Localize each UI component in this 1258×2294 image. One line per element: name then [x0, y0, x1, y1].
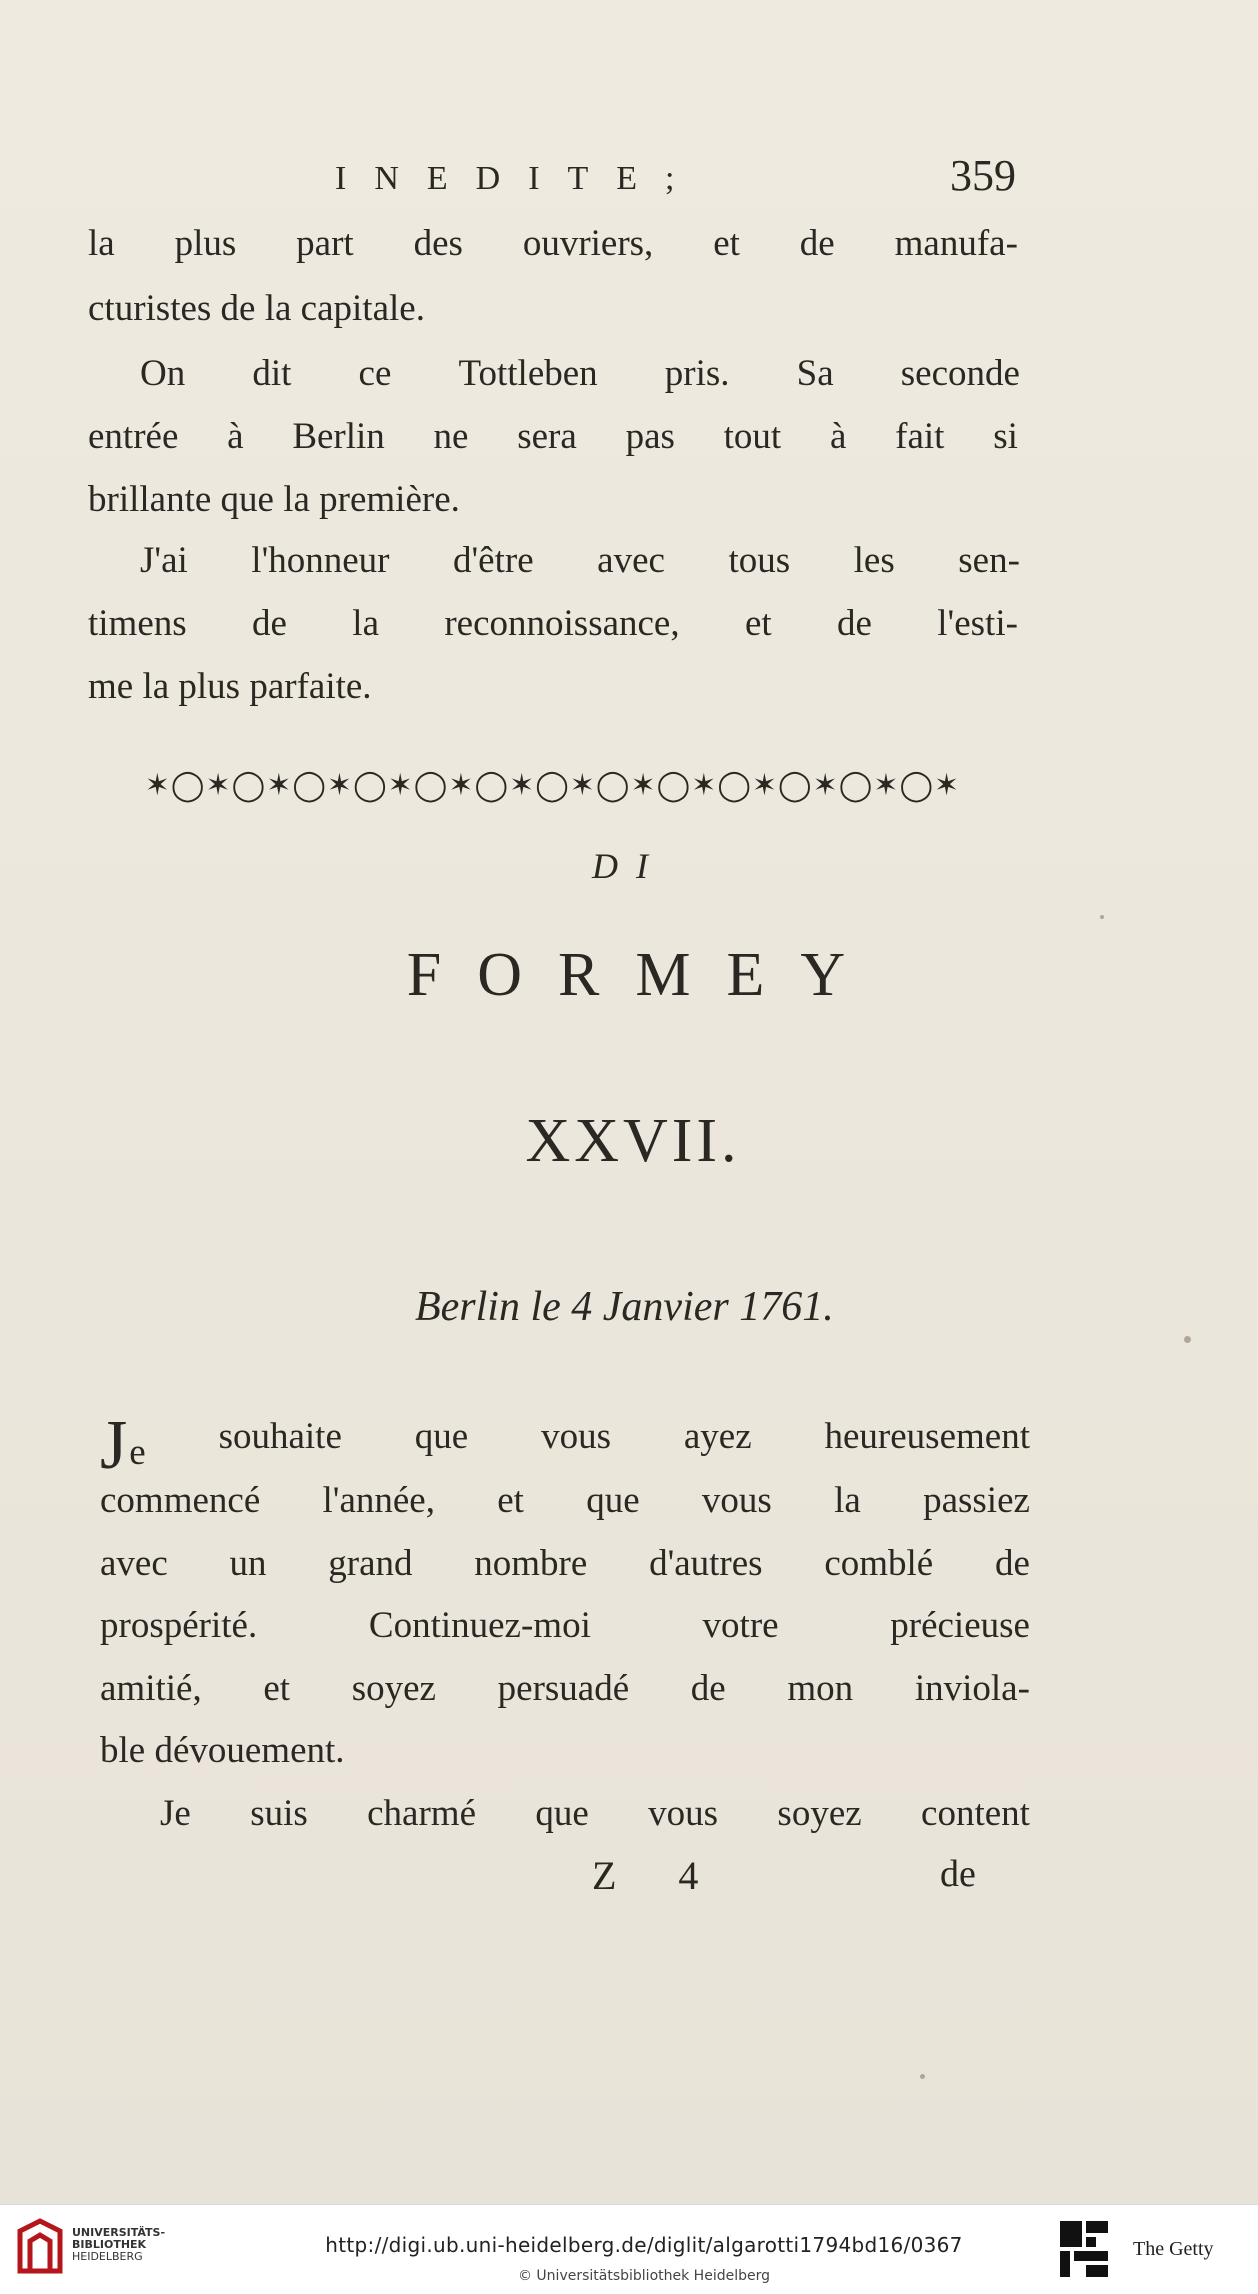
word: passiez	[923, 1480, 1030, 1521]
footer-bar	[0, 2204, 1258, 2294]
partner-name: The Getty	[1133, 2238, 1214, 2260]
letter-number: XXVII.	[525, 1107, 741, 1175]
word: plus	[174, 223, 237, 264]
body-line	[88, 225, 1018, 262]
body-line	[88, 605, 1018, 642]
word: précieuse	[890, 1605, 1030, 1646]
paper-speck	[1100, 915, 1104, 919]
word: mon	[787, 1668, 854, 1709]
body-line	[140, 542, 1020, 579]
word: avec	[100, 1543, 168, 1584]
word: tous	[728, 540, 791, 581]
letter-line	[100, 1482, 1030, 1519]
library-name-line: BIBLIOTHEK	[72, 2238, 147, 2251]
word: et	[744, 603, 772, 644]
word: vous	[648, 1793, 719, 1834]
word: sen-	[958, 540, 1020, 581]
letter-heading-name: FORMEY	[406, 941, 882, 1009]
word: ouvriers,	[522, 223, 654, 264]
word: de	[690, 1668, 726, 1709]
word: commencé	[100, 1480, 261, 1521]
catchword: de	[940, 1853, 976, 1895]
library-name-line: UNIVERSITÄTS-	[72, 2226, 166, 2239]
word: les	[853, 540, 895, 581]
word: vous	[541, 1416, 611, 1457]
word: la	[834, 1480, 861, 1521]
letter-line	[100, 1670, 1030, 1707]
letter-line	[100, 1607, 1030, 1644]
word: si	[993, 416, 1018, 457]
library-name-line: HEIDELBERG	[72, 2250, 143, 2263]
signature-mark: Z 4	[592, 1853, 725, 1898]
word: pas	[625, 416, 675, 457]
word: que	[586, 1480, 640, 1521]
word: de	[799, 223, 835, 264]
word: suis	[250, 1793, 308, 1834]
word: manufa-	[894, 223, 1018, 264]
paper-speck	[920, 2074, 925, 2079]
word: de	[994, 1543, 1030, 1584]
dateline: Berlin le 4 Janvier 1761.	[415, 1284, 834, 1330]
copyright-notice: © Universitätsbibliothek Heidelberg	[517, 2268, 770, 2284]
paper-speck	[1184, 1336, 1191, 1343]
word: comblé	[824, 1543, 934, 1584]
word: grand	[328, 1543, 413, 1584]
word: entrée	[88, 416, 179, 457]
word: timens	[88, 603, 187, 644]
running-head: INEDITE;	[335, 160, 703, 197]
word: soyez	[351, 1668, 436, 1709]
word: à	[227, 416, 244, 457]
page-number: 359	[950, 151, 1016, 200]
letter-line	[160, 1795, 1030, 1832]
word: tout	[723, 416, 782, 457]
word: ce	[358, 353, 392, 394]
word: prospérité.	[100, 1605, 258, 1646]
body-line: brillante que la première.	[88, 479, 460, 520]
word: souhaite	[218, 1416, 342, 1457]
word: d'être	[453, 540, 534, 581]
word: nombre	[474, 1543, 588, 1584]
word: Je	[100, 1407, 146, 1484]
word: part	[296, 223, 354, 264]
word: que	[414, 1416, 469, 1457]
letter-line	[100, 1545, 1030, 1582]
word: et	[713, 223, 740, 264]
word: à	[829, 416, 847, 457]
word: votre	[702, 1605, 779, 1646]
word: soyez	[777, 1793, 862, 1834]
body-line	[140, 355, 1020, 392]
word: et	[497, 1480, 524, 1521]
word: charmé	[367, 1793, 476, 1834]
word: la	[352, 603, 379, 644]
word: persuadé	[497, 1668, 630, 1709]
word: Sa	[796, 353, 834, 394]
word: pris.	[664, 353, 730, 394]
drop-cap: J	[100, 1407, 128, 1484]
letter-first-line	[100, 1407, 1030, 1484]
body-line: me la plus parfaite.	[88, 666, 372, 707]
word: reconnoissance,	[444, 603, 680, 644]
body-line: cturistes de la capitale.	[88, 288, 425, 329]
word: heureusement	[824, 1416, 1030, 1457]
word: de	[252, 603, 287, 644]
word: la	[88, 223, 115, 264]
word: Continuez-moi	[368, 1605, 591, 1646]
word: Tottleben	[458, 353, 598, 394]
word: des	[413, 223, 463, 264]
getty-logo-icon	[1058, 2219, 1110, 2279]
word: On	[140, 353, 186, 394]
word: fait	[895, 416, 945, 457]
word: Berlin	[292, 416, 385, 457]
permalink-url[interactable]: http://digi.ub.uni-heidelberg.de/diglit/algarotti1794bd16/0367	[325, 2233, 963, 2257]
word: inviola-	[914, 1668, 1030, 1709]
word: l'année,	[322, 1480, 435, 1521]
word: de	[837, 603, 872, 644]
word: J'ai	[140, 540, 188, 581]
word: l'honneur	[251, 540, 390, 581]
word: d'autres	[649, 1543, 763, 1584]
word: content	[921, 1793, 1030, 1834]
body-line	[88, 418, 1018, 455]
word: Je	[160, 1793, 191, 1834]
word: ayez	[683, 1416, 752, 1457]
word: ne	[433, 416, 469, 457]
word: que	[535, 1793, 589, 1834]
word: avec	[597, 540, 665, 581]
letter-line: ble dévouement.	[100, 1730, 345, 1771]
word: sera	[517, 416, 577, 457]
word: dit	[252, 353, 292, 394]
word: l'esti-	[937, 603, 1018, 644]
letter-heading-di: DI	[592, 846, 666, 886]
decorative-rule: ✶◯✶◯✶◯✶◯✶◯✶◯✶◯✶◯✶◯✶◯✶◯✶◯✶◯✶	[144, 768, 961, 803]
word: seconde	[900, 353, 1020, 394]
word: vous	[701, 1480, 772, 1521]
word: et	[263, 1668, 291, 1709]
word: un	[229, 1543, 267, 1584]
word: amitié,	[100, 1668, 202, 1709]
